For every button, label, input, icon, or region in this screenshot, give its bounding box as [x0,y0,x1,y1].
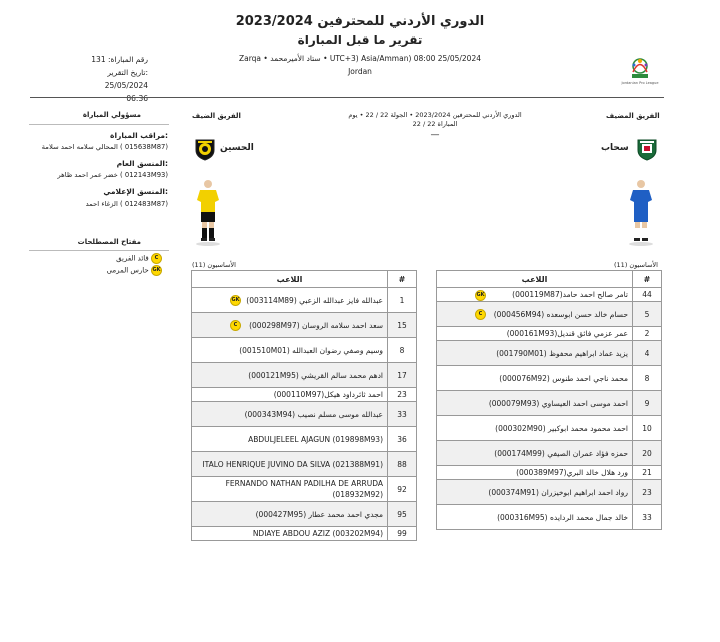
home-player-number: 8 [633,366,662,391]
away-player-number: 99 [388,527,417,541]
home-col-num: # [633,271,662,288]
away-player-name-text: عبدالله موسى مسلم نصيب (000343M94) [244,409,383,419]
home-player-number: 21 [633,466,662,480]
match-round-line2: المباراة 22 / 22 [412,120,458,128]
away-player-name-text: FERNANDO NATHAN PADILHA DE ARRUDA (018932M92) [225,479,383,499]
away-col-num: # [388,271,417,288]
official-value-2: خضر عمر احمد ظاهر ( 012143M93) [57,171,168,179]
table-row [192,402,417,427]
venue-line: Zarqa • ستاد الأميرمحمد • UTC+3) Asia/Amman) 08:00 25/05/2024 [238,54,481,63]
away-player-name [192,402,388,427]
home-player-name-text: محمد ناجي احمد طنوس (000076M92) [499,373,628,383]
away-player-number: 23 [388,388,417,402]
match-round-line1: الدوري الأردني للمحترفين 2023/2024 • الجولة 22 / 22 • يوم [348,111,522,119]
home-kit-shirt [630,190,652,212]
away-player-name-text: سعد احمد سلامه الروسان (000298M97) [249,320,383,330]
report-subtitle: تقرير ما قبل المباراة [297,33,423,47]
home-player-number: 2 [633,327,662,341]
legend-item-goalkeeper [29,265,162,276]
home-player-number: 4 [633,341,662,366]
match-number-label: رقم المباراة: [108,55,148,64]
table-row [437,341,662,366]
home-player-name [437,288,633,302]
away-player-name-text: مجدي احمد محمد عطار (000427M95) [255,509,383,519]
home-player-number: 9 [633,391,662,416]
away-player-name [192,427,388,452]
goalkeeper-badge-icon: GK [151,265,162,276]
home-player-name [437,327,633,341]
home-kit-figure [628,178,654,248]
away-player-number: 88 [388,452,417,477]
home-player-name [437,302,633,327]
away-player-number: 1 [388,288,417,313]
home-starters-label: الأساسيون (11) [614,261,658,269]
table-row [437,505,662,530]
away-player-name [192,527,388,541]
home-player-name [437,341,633,366]
table-row [437,391,662,416]
table-row [192,427,417,452]
home-player-name-text: عمر عزمي فائق قنديل(000161M93) [506,329,628,338]
home-kit-shorts [634,212,648,222]
league-logo [620,52,660,92]
home-player-name-text: احمد موسى احمد العيساوي (000079M93) [488,398,628,408]
table-row [192,502,417,527]
away-team-label: الفريق الضيف [192,112,241,120]
match-round-info [300,111,570,140]
official-label-1: مراقب المباراة: [110,131,168,140]
home-player-name [437,391,633,416]
league-logo-caption: Jordanian Pro League [621,81,659,85]
away-kit-figure [195,178,221,248]
home-player-number: 44 [633,288,662,302]
report-date-label: تاريخ التقرير: [107,68,148,77]
away-player-name-text: وسيم وصفي رضوان العبدالله (001510M01) [239,345,383,355]
home-player-number: 33 [633,505,662,530]
table-row [192,388,417,402]
header-divider [30,97,664,98]
away-player-name-text: عبدالله فايز عبدالله الزعبي (003114M89) [246,295,383,305]
table-row [192,477,417,502]
away-player-name-text: احمد ثائرداود هيكل(000110M97) [273,390,383,399]
home-player-name [437,441,633,466]
home-player-name-text: احمد محمود محمد ابوكبير (000302M90) [495,423,628,433]
table-row [437,441,662,466]
away-player-name [192,388,388,402]
country: Jordan [348,67,372,76]
table-row [437,366,662,391]
official-label-3: المنسق الإعلامي: [103,187,168,196]
table-row [437,416,662,441]
away-player-number: 33 [388,402,417,427]
table-row [437,466,662,480]
home-player-number: 10 [633,416,662,441]
away-starters-label: الأساسيون (11) [192,261,236,269]
goalkeeper-badge-icon: GK [475,290,486,301]
legend-divider [29,250,169,251]
captain-badge-icon: C [151,253,162,264]
table-row [437,288,662,302]
away-player-number: 8 [388,338,417,363]
away-player-number: 17 [388,363,417,388]
home-player-name [437,466,633,480]
home-player-number: 20 [633,441,662,466]
table-row [192,338,417,363]
home-kit-icon [628,178,654,248]
official-value-3: الزغاء احمد ( 012483M87) [85,200,168,208]
home-player-name [437,505,633,530]
home-team-label: الفريق المضيف [606,112,660,120]
legend-captain-label: قائد الفريق [116,254,149,263]
away-player-number: 36 [388,427,417,452]
home-player-name [437,480,633,505]
away-lineup-table [191,270,417,541]
table-row [192,363,417,388]
away-player-name-text: NDIAYE ABDOU AZIZ (003202M94) [252,529,383,538]
away-player-name-text: ABDULJELEEL AJAGUN (019898M93) [248,434,383,444]
home-player-name-text: حسام خالد حسن ابوسعده (000456M94) [493,309,628,319]
table-row [437,480,662,505]
away-col-player: اللاعب [192,271,388,288]
table-row [437,302,662,327]
captain-badge-icon: C [230,320,241,331]
officials-divider [29,124,169,125]
legend-item-captain [29,253,162,264]
home-lineup-table [436,270,662,530]
official-label-2: المنسق العام: [116,159,168,168]
away-player-name [192,288,388,313]
venue-info [210,52,510,78]
home-player-name-text: تامر صالح احمد حامد(000119M87) [512,290,628,299]
away-player-number: 95 [388,502,417,527]
home-player-number: 23 [633,480,662,505]
away-team-name: الحسين [220,143,254,153]
legend-title: مفتاح المصطلحات [77,238,141,246]
captain-badge-icon: C [475,309,486,320]
home-player-name [437,366,633,391]
home-player-name-text: يزيد عماد ابراهيم محفوظ (001790M01) [496,348,628,358]
report-title: الدوري الأردني للمحترفين 2023/2024 [235,14,485,29]
away-kit-shirt [197,190,219,212]
away-player-name [192,313,388,338]
report-date: 25/05/2024 [104,81,148,90]
away-player-name [192,363,388,388]
home-player-name-text: حمزه فؤاد عمران الصيفي (000174M99) [494,448,628,458]
league-logo-icon [620,52,660,82]
official-value-1: المحالي سلامه احمد سلامة ( 015638M87) [41,143,168,151]
report-time: 06:36 [126,94,148,103]
home-crest-icon [636,137,658,161]
away-lineup-header [192,271,417,288]
away-player-name [192,477,388,502]
goalkeeper-badge-icon: GK [230,295,241,306]
away-player-name-text: ادهم محمد سالم القريشي (000121M95) [248,370,383,380]
home-player-name-text: رواد احمد ابراهيم ابوخيزران (000374M91) [488,487,628,497]
away-player-name [192,338,388,363]
away-player-number: 15 [388,313,417,338]
home-team-name: سحاب [601,143,629,153]
away-crest-icon [194,137,216,161]
officials-title: مسؤولي المباراة [82,111,141,119]
legend-goalkeeper-label: حارس المرمى [106,266,149,275]
match-number: 131 [91,55,106,64]
table-row [192,452,417,477]
table-row [437,327,662,341]
away-kit-shorts [201,212,215,222]
home-player-name-text: ورد هلال خالد البري(000389M97) [516,468,628,477]
table-row [192,313,417,338]
away-player-name-text: ITALO HENRIQUE JUVINO DA SILVA (021388M91) [202,459,383,469]
table-row [192,288,417,313]
score-separator: — [430,130,440,140]
home-player-number: 5 [633,302,662,327]
away-team-crest [194,137,216,161]
away-player-name [192,452,388,477]
away-player-name [192,502,388,527]
home-col-player: اللاعب [437,271,633,288]
away-kit-icon [195,178,221,248]
away-player-number: 92 [388,477,417,502]
home-player-name [437,416,633,441]
home-team-crest [636,137,658,161]
home-player-name-text: خالد جمال محمد الردايده (000316M95) [497,512,628,522]
table-row [192,527,417,541]
home-lineup-header [437,271,662,288]
